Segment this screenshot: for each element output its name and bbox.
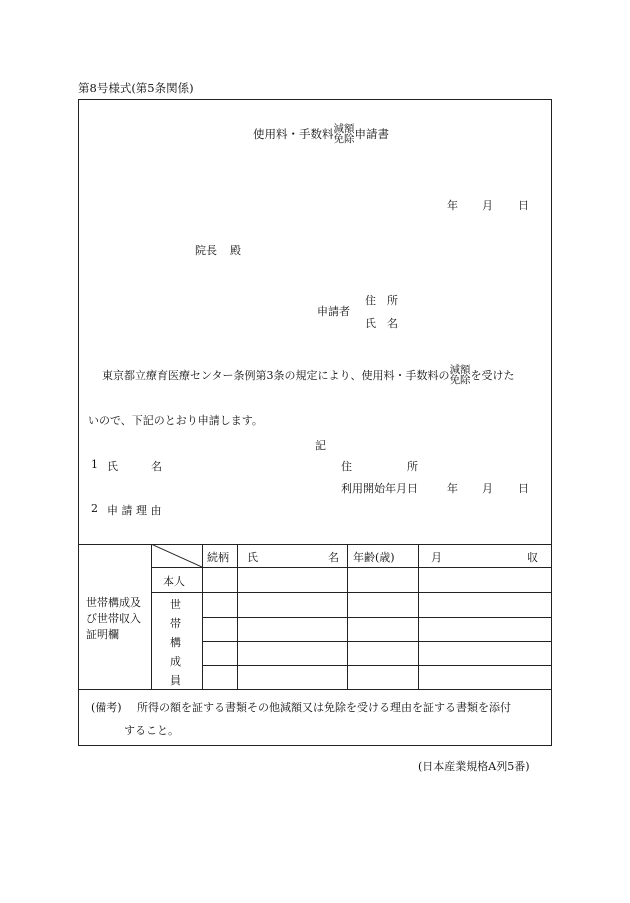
ki-mark: 記 — [315, 439, 326, 452]
paper-size-note: (日本産業規格A列5番) — [418, 760, 530, 773]
body-line-1-prefix: 東京都立療育医療センター条例第3条の規定により、使用料・手数料の — [102, 369, 450, 382]
table-row-line-3 — [202, 617, 552, 618]
body-line-2: いので、下記のとおり申請します。 — [88, 414, 263, 427]
body-stack-top: 減額 — [449, 364, 471, 376]
form-title — [253, 124, 389, 144]
start-date-day: 日 — [518, 482, 529, 495]
household-section-label-l3: 証明欄 — [86, 628, 119, 641]
header-name-a: 氏 — [247, 551, 258, 564]
applicant-address-label: 住 所 — [365, 294, 398, 307]
body-line-1-suffix: を受けた — [470, 369, 515, 382]
item-2-number: 2 — [91, 502, 98, 515]
table-row-line-2 — [151, 592, 552, 593]
start-date-month: 月 — [482, 482, 493, 495]
header-income-b: 収 — [527, 551, 538, 564]
row-self-label: 本人 — [163, 575, 185, 588]
header-diagonal — [151, 544, 202, 567]
row-members-label — [170, 595, 181, 690]
title-stack — [334, 124, 355, 144]
member-char-0: 世 — [170, 598, 181, 611]
start-date-year: 年 — [447, 482, 458, 495]
item-1-number: 1 — [91, 458, 98, 471]
body-line-1 — [102, 365, 515, 385]
title-stack-bottom: 免除 — [333, 133, 355, 145]
header-income-a: 月 — [431, 551, 442, 564]
table-row-line-5 — [202, 665, 552, 666]
addressee-name: 院長 — [195, 244, 217, 257]
form-number: 第8号様式(第5条関係) — [78, 81, 194, 95]
table-top-border — [78, 544, 552, 545]
member-char-2: 構 — [170, 636, 181, 649]
applicant-label: 申請者 — [317, 305, 350, 318]
member-char-1: 帯 — [170, 617, 181, 630]
remarks-line-2: すること。 — [124, 724, 179, 737]
start-date-label: 利用開始年月日 — [341, 482, 418, 495]
body-stack-bottom: 免除 — [449, 374, 471, 386]
household-section-label-l1: 世帯構成及 — [86, 596, 141, 609]
date-year: 年 — [447, 199, 458, 212]
header-relation: 続柄 — [207, 551, 229, 564]
remarks-label: (備考) — [91, 701, 122, 714]
header-name-b: 名 — [328, 551, 339, 564]
member-char-4: 員 — [170, 674, 181, 687]
member-char-3: 成 — [170, 655, 181, 668]
date-day: 日 — [518, 199, 529, 212]
item-1-name-label: 氏 名 — [107, 460, 162, 473]
table-row-line-4 — [202, 641, 552, 642]
title-prefix: 使用料・手数料 — [253, 127, 334, 141]
title-suffix: 申請書 — [354, 127, 389, 141]
household-section-label — [86, 595, 141, 643]
applicant-name-label: 氏 名 — [365, 317, 398, 330]
date-month: 月 — [482, 199, 493, 212]
header-age: 年齢(歳) — [353, 551, 395, 564]
remarks-line-1: 所得の額を証する書類その他減額又は免除を受ける理由を証する書類を添付 — [137, 701, 511, 714]
item-1-address-label: 住 所 — [341, 460, 418, 473]
household-section-label-l2: び世帯収入 — [86, 612, 141, 625]
table-bottom-border — [78, 689, 552, 690]
item-2-label: 申 請 理 由 — [107, 504, 162, 517]
body-stack — [450, 365, 471, 385]
addressee-honorific: 殿 — [230, 244, 241, 257]
table-row-line-1 — [151, 567, 552, 568]
title-stack-top: 減額 — [333, 123, 355, 135]
